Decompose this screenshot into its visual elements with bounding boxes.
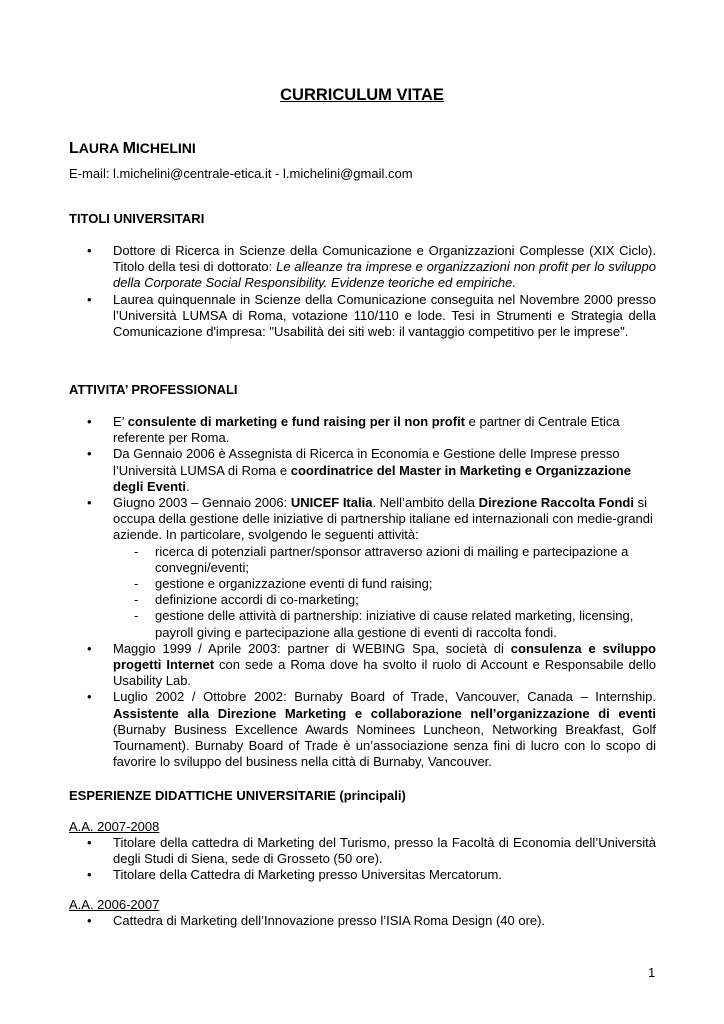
item-text: Laurea quinquennale in Scienze della Comunicazione conseguita nel Novembre 2000 presso l’Università LUMSA di Roma, votazione 110/110 e lode. Tesi in Strumenti e Strategia della Comunicazione d'impresa: "Usabilità dei siti web: il vantaggio competitivo per le imprese".: [113, 291, 656, 340]
list-item: [87, 495, 656, 641]
bold-text: consulenza e sviluppo progetti Internet: [113, 640, 656, 673]
academic-year-label: A.A. 2007-2008: [69, 819, 160, 834]
bold-text: Direzione Raccolta Fondi: [478, 495, 634, 511]
section-heading-attivita: ATTIVITA’ PROFESSIONALI: [69, 382, 238, 397]
esperienze-list-2007: [87, 835, 656, 884]
text: . Nell’ambito della: [372, 495, 479, 511]
thesis-title: Le alleanze tra imprese e organizzazioni non profit per lo sviluppo della Corporate Social Responsibility. Evidenze teoriche ed empiriche.: [113, 259, 656, 291]
activity-sublist: [113, 544, 656, 641]
list-item: [87, 689, 656, 770]
list-item: • Titolare della cattedra di Marketing del Turismo, presso la Facoltà di Economia dell’Università degli Studi di Siena, sede di Grosseto (50 ore).: [87, 835, 656, 867]
page-title: CURRICULUM VITAE: [280, 86, 444, 104]
academic-year-label: A.A. 2006-2007: [69, 897, 160, 912]
sub-item: - ricerca di potenziali partner/sponsor attraverso azioni di mailing e partecipazione a convegni/eventi;: [134, 544, 656, 576]
heading-text: ESPERIENZE DIDATTICHE UNIVERSITARIE: [69, 788, 336, 803]
person-name: [69, 140, 196, 158]
bold-text: Assistente alla Direzione Marketing e collaborazione nell’organizzazione di eventi: [113, 705, 656, 721]
sub-item: - definizione accordi di co-marketing;: [134, 592, 656, 608]
text: Da Gennaio 2006 è Assegnista di Ricerca in Economia e Gestione delle Imprese presso l’Università LUMSA di Roma e: [113, 446, 620, 478]
bold-text: consulente di marketing e fund raising per il non profit: [127, 414, 466, 429]
bold-text: UNICEF Italia: [290, 495, 373, 511]
name-first-rest: AURA: [78, 140, 119, 156]
titoli-list: [87, 243, 656, 340]
text: si occupa della gestione delle iniziative di partnership italiane ed internazionali con medie-grandi aziende. In particolare, svolgendo le seguenti attività:: [113, 495, 653, 543]
email-line: E-mail: l.michelini@centrale-etica.it - l.michelini@gmail.com: [69, 166, 413, 181]
text: Maggio 1999 / Aprile 2003: partner di WEBING Spa, società di: [113, 640, 511, 656]
list-item: [87, 292, 656, 341]
sub-item: - gestione delle attività di partnership: iniziative di cause related marketing, licensing, payroll giving e partecipazione alla gestione di eventi di raccolta fondi.: [134, 608, 656, 640]
sub-item: - gestione e organizzazione eventi di fund raising;: [134, 576, 656, 592]
section-heading-titoli: TITOLI UNIVERSITARI: [69, 211, 205, 226]
heading-suffix: (principali): [335, 788, 406, 803]
list-item: • Cattedra di Marketing dell’Innovazione presso l’ISIA Roma Design (40 ore).: [87, 913, 656, 929]
page-number: 1: [648, 965, 656, 980]
list-item: [87, 243, 656, 292]
list-item: [87, 414, 656, 446]
text: .: [185, 478, 190, 494]
surname-initial: M: [122, 140, 136, 157]
section-heading-esperienze: [69, 788, 406, 803]
text: e partner di Centrale Etica referente per Roma.: [113, 414, 620, 446]
text: Luglio 2002 / Ottobre 2002: Burnaby Board of Trade, Vancouver, Canada – Internship.: [113, 689, 656, 705]
bold-text: coordinatrice del Master in Marketing e Organizzazione degli Eventi: [113, 462, 631, 494]
list-item: [87, 446, 656, 495]
text: E’: [113, 414, 128, 429]
esperienze-list-2006: [87, 913, 656, 929]
attivita-list: [87, 414, 656, 770]
list-item: [87, 641, 656, 690]
text: Giugno 2003 – Gennaio 2006:: [113, 495, 291, 511]
item-text: Dottore di Ricerca in Scienze della Comunicazione e Organizzazioni Complesse (XIX Ciclo). Titolo della tesi di dottorato:: [113, 243, 656, 275]
text: con sede a Roma dove ha svolto il ruolo di Account e Responsabile dello Usability Lab.: [113, 657, 656, 689]
text: (Burnaby Business Excellence Awards Nominees Luncheon, Networking Breakfast, Golf Tournament). Burnaby Board of Trade è un’associazione senza fini di lucro con lo scopo di favorire lo sviluppo del business nella città di Burnaby, Vancouver.: [113, 721, 656, 770]
name-initial: L: [69, 140, 79, 157]
list-item: • Titolare della Cattedra di Marketing presso Universitas Mercatorum.: [87, 867, 656, 883]
name-last-rest: ICHELINI: [135, 140, 196, 156]
